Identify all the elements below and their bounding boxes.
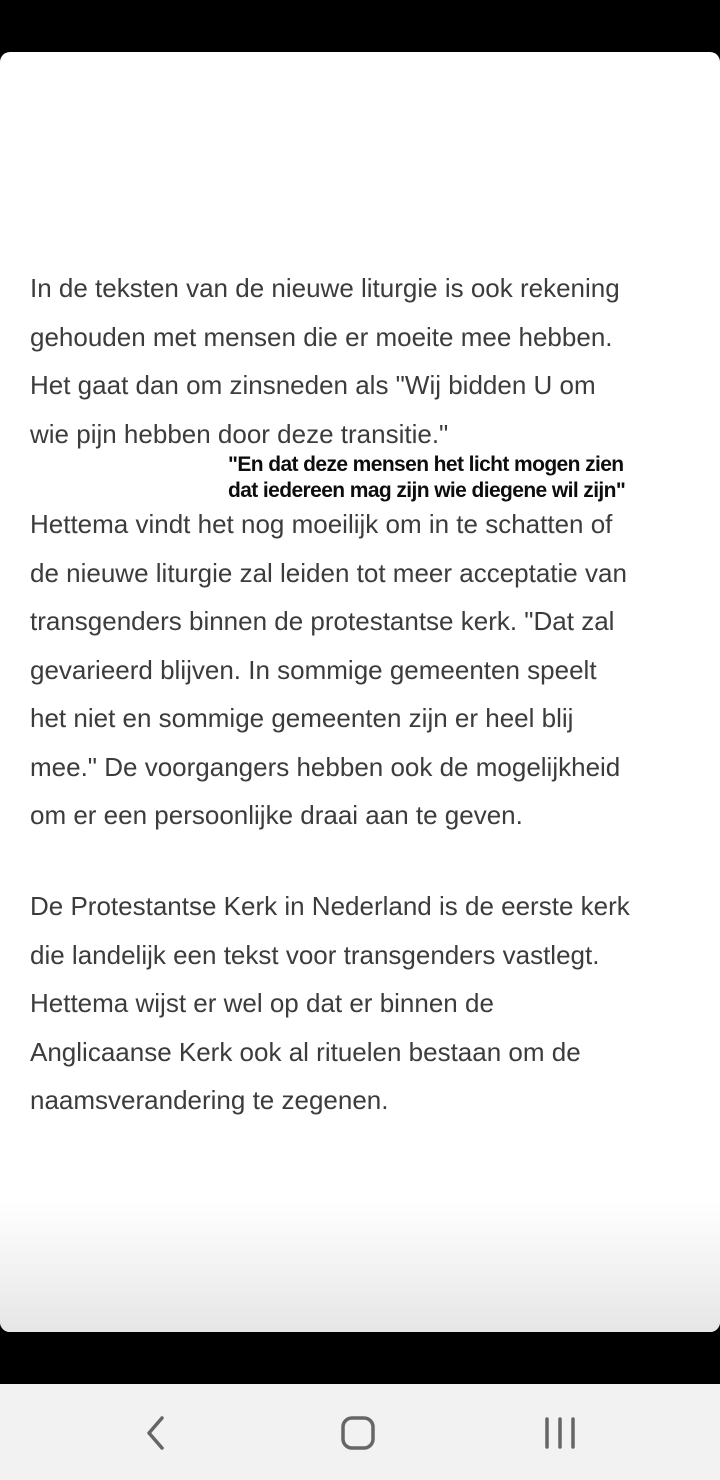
article-paragraph-3 <box>30 882 700 1125</box>
article-paragraph-1 <box>30 264 700 458</box>
text-line: gehouden met mensen die er moeite mee hebben. <box>30 321 613 352</box>
article-paragraph-2 <box>30 500 700 840</box>
overlay-caption <box>228 452 698 504</box>
text-line: het niet en sommige gemeenten zijn er heel blij <box>30 703 574 733</box>
text-line: Hettema vindt het nog moeilijk om in te schatten of <box>30 509 613 539</box>
system-nav-bar <box>0 1384 720 1480</box>
home-button[interactable] <box>328 1408 388 1458</box>
screenshot-card <box>0 52 720 1332</box>
text-line: In de teksten van de nieuwe liturgie is ook rekening <box>30 273 620 303</box>
text-line: de nieuwe liturgie zal leiden tot meer acceptatie van <box>30 557 627 588</box>
text-line: om er een persoonlijke draai aan te geven. <box>30 800 523 830</box>
back-icon <box>144 1415 168 1451</box>
text-line: Anglicaanse Kerk ook al rituelen bestaan om de <box>30 1036 581 1067</box>
text-line: De Protestantse Kerk in Nederland is de eerste kerk <box>30 891 630 921</box>
text-line: wie pijn hebben door deze transitie." <box>30 418 449 449</box>
text-line: Het gaat dan om zinsneden als "Wij bidden U om <box>30 370 596 400</box>
recent-apps-icon <box>543 1416 577 1450</box>
recent-apps-button[interactable] <box>530 1408 590 1458</box>
text-line: Hettema wijst er wel op dat er binnen de <box>30 988 494 1018</box>
overlay-line: "En dat deze mensen het licht mogen zien <box>228 453 624 476</box>
bottom-fade <box>0 1202 720 1332</box>
text-line: mee." De voorgangers hebben ook de mogelijkheid <box>30 751 621 782</box>
home-icon <box>340 1415 376 1451</box>
text-line: gevarieerd blijven. In sommige gemeenten speelt <box>30 654 597 685</box>
overlay-line: dat iedereen mag zijn wie diegene wil zijn" <box>228 479 626 502</box>
text-line: transgenders binnen de protestantse kerk. "Dat zal <box>30 606 615 636</box>
text-line: naamsverandering te zegenen. <box>30 1085 389 1115</box>
back-button[interactable] <box>126 1408 186 1458</box>
text-line: die landelijk een tekst voor transgenders vastlegt. <box>30 939 600 970</box>
